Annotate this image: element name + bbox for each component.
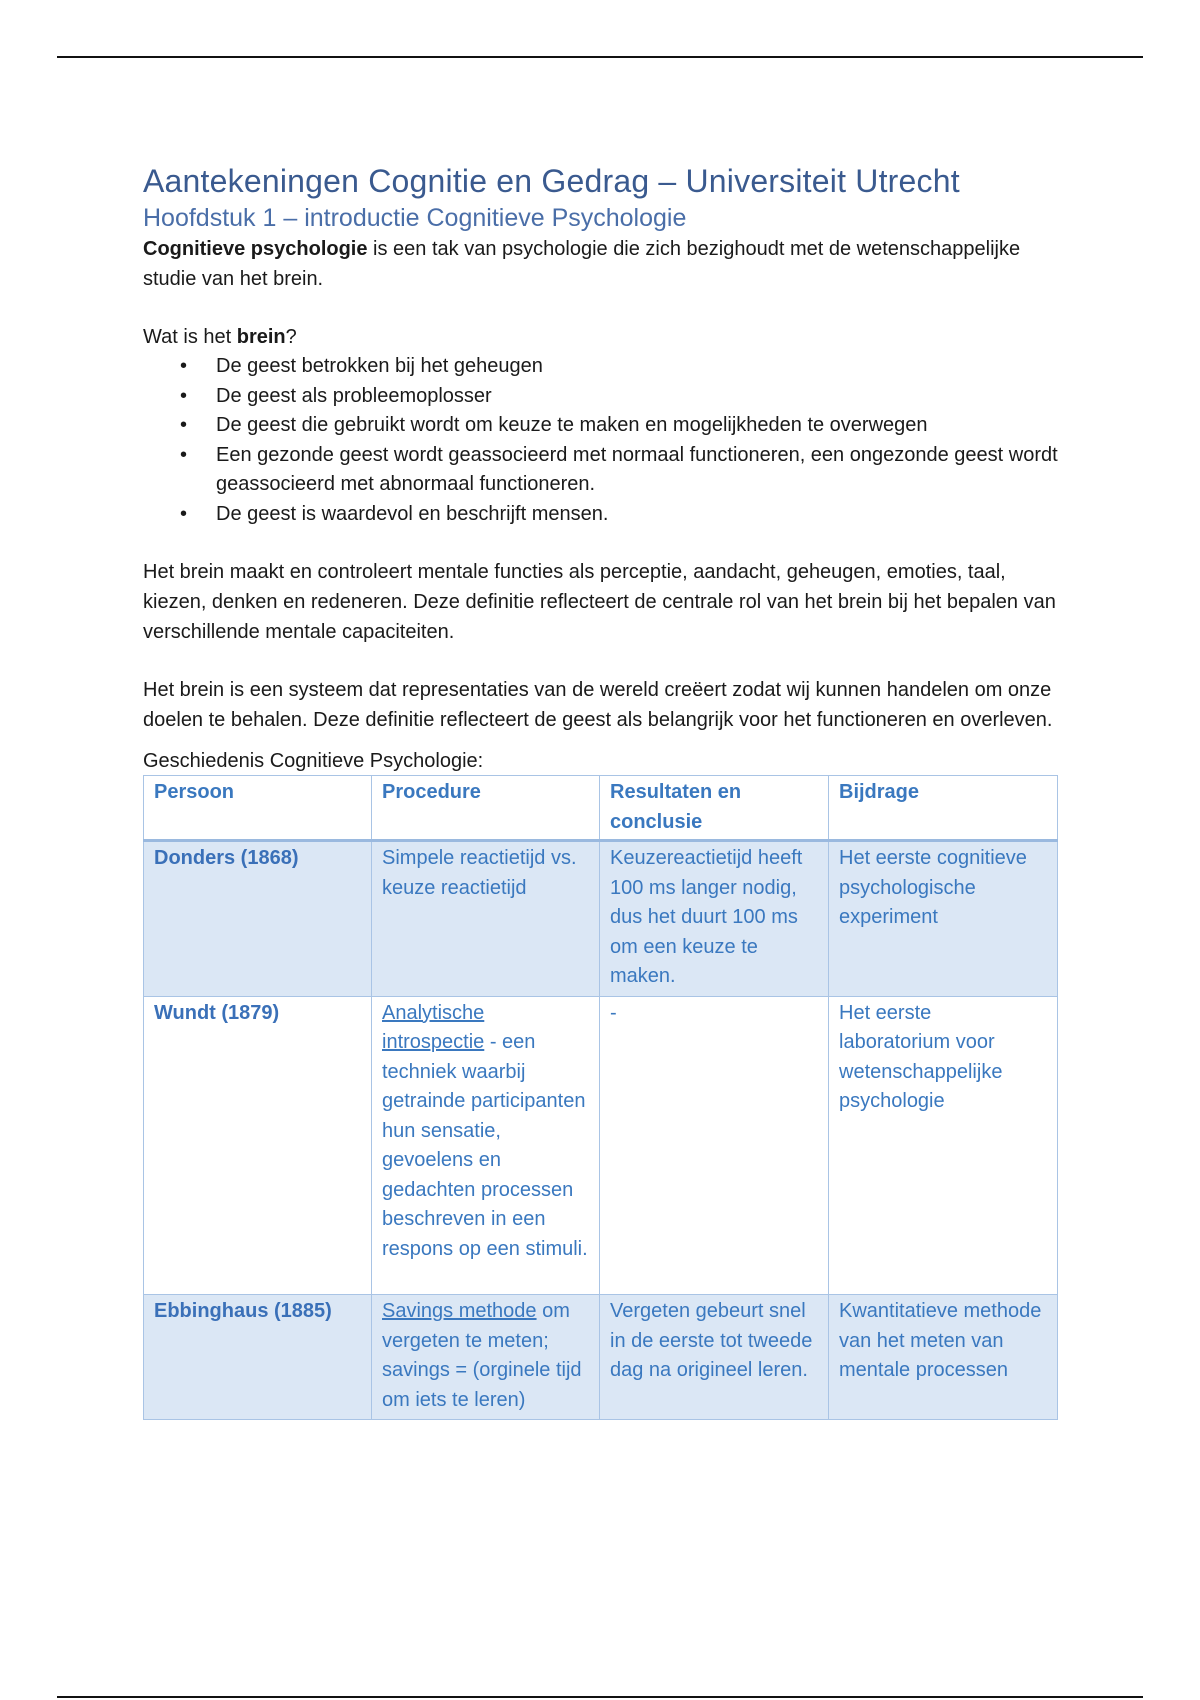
- list-item: • De geest is waardevol en beschrijft mensen.: [216, 500, 1063, 530]
- table-row: [144, 1295, 1058, 1420]
- procedure-text: Simpele reactietijd vs. keuze reactietijd: [382, 847, 577, 899]
- cell-resultaten: -: [600, 996, 829, 1295]
- table-caption: Geschiedenis Cognitieve Psychologie:: [143, 750, 484, 772]
- table-header-row: [144, 776, 1058, 841]
- list-item: • De geest die gebruikt wordt om keuze te maken en mogelijkheden te overwegen: [216, 411, 1063, 441]
- question-line: [143, 322, 1063, 352]
- cell-procedure: [372, 1295, 600, 1420]
- history-table: [143, 775, 1058, 1420]
- intro-bold-term: Cognitieve psychologie: [143, 238, 368, 260]
- brein-bullet-list: [143, 352, 1063, 529]
- cell-persoon: Ebbinghaus (1885): [144, 1295, 372, 1420]
- paragraph-brein-functies: Het brein maakt en controleert mentale functies als perceptie, aandacht, geheugen, emoties, taal, kiezen, denken en redeneren. Deze definitie reflecteert de centrale rol van het brein bij het bepalen van verschillende mentale capaciteiten.: [143, 561, 1056, 643]
- header-rule: [57, 56, 1143, 58]
- question-prefix: Wat is het: [143, 326, 237, 348]
- paragraph-brein-systeem: Het brein is een systeem dat representaties van de wereld creëert zodat wij kunnen handelen om onze doelen te behalen. Deze definitie reflecteert de geest als belangrijk voor het functioneren en overleven.: [143, 679, 1053, 731]
- column-header-procedure: Procedure: [372, 776, 600, 841]
- list-item: • Een gezonde geest wordt geassocieerd met normaal functioneren, een ongezonde geest wordt geassocieerd met abnormaal functioneren.: [216, 441, 1063, 500]
- procedure-underlined-term: Analytische introspectie: [382, 1001, 485, 1053]
- footer-rule: [57, 1696, 1143, 1698]
- chapter-heading: Hoofdstuk 1 – introductie Cognitieve Psychologie: [143, 204, 687, 232]
- cell-procedure: [372, 841, 600, 997]
- column-header-persoon: Persoon: [144, 776, 372, 841]
- cell-bijdrage: Het eerste laboratorium voor wetenschappelijke psychologie: [829, 996, 1058, 1295]
- list-item: • De geest als probleemoplosser: [216, 382, 1063, 412]
- cell-bijdrage: Kwantitatieve methode van het meten van mentale processen: [829, 1295, 1058, 1420]
- procedure-text: - een techniek waarbij getrainde participanten hun sensatie, gevoelens en gedachten processen beschreven in een respons op een stimuli.: [382, 1031, 588, 1260]
- procedure-text: om vergeten te meten; savings = (orginele tijd om iets te leren): [382, 1300, 582, 1411]
- table-row: [144, 996, 1058, 1295]
- cell-persoon: Donders (1868): [144, 841, 372, 997]
- procedure-underlined-term: Savings methode: [382, 1300, 537, 1322]
- list-item: • De geest betrokken bij het geheugen: [216, 352, 1063, 382]
- table-row: [144, 841, 1058, 997]
- column-header-bijdrage: Bijdrage: [829, 776, 1058, 841]
- document-page: [143, 162, 1063, 1420]
- cell-bijdrage: Het eerste cognitieve psychologische experiment: [829, 841, 1058, 997]
- question-suffix: ?: [285, 326, 297, 348]
- question-bold: brein: [236, 326, 286, 348]
- column-header-resultaten: Resultaten en conclusie: [600, 776, 829, 841]
- document-title: Aantekeningen Cognitie en Gedrag – Universiteit Utrecht: [143, 163, 960, 199]
- intro-paragraph: [143, 234, 1063, 294]
- cell-resultaten: Vergeten gebeurt snel in de eerste tot tweede dag na origineel leren.: [600, 1295, 829, 1420]
- cell-resultaten: Keuzereactietijd heeft 100 ms langer nodig, dus het duurt 100 ms om een keuze te maken.: [600, 841, 829, 997]
- cell-procedure: [372, 996, 600, 1295]
- cell-persoon: Wundt (1879): [144, 996, 372, 1295]
- intro-rest: is een tak van psychologie die zich bezighoudt met de wetenschappelijke studie van het brein.: [143, 238, 1021, 290]
